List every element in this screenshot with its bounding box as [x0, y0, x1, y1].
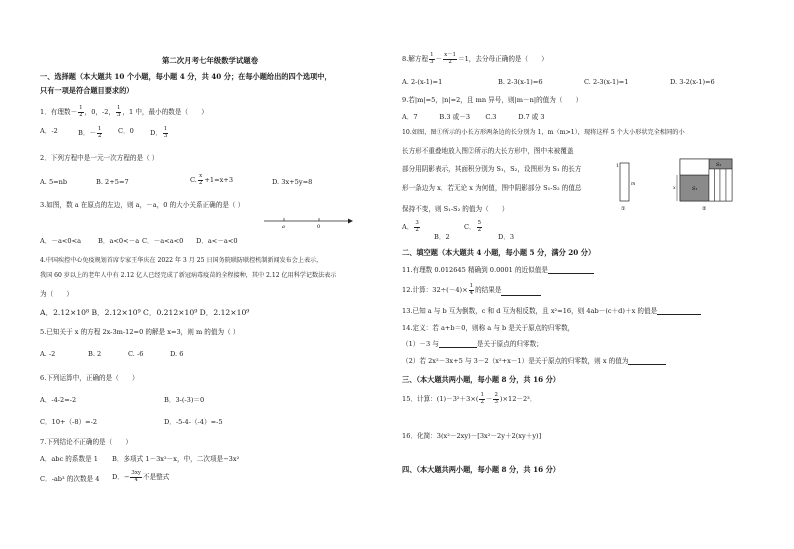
figure-label-m: m: [631, 182, 636, 187]
question-2-option-b: B. 2+5=7: [96, 178, 129, 186]
question-8-option-c: C. 2-3(x-1)=1: [584, 78, 629, 86]
question-1-option-c: C．0: [118, 127, 134, 135]
fraction: $\frac{1}{2}$: [79, 105, 83, 118]
question-2-option-c: C. $\frac{x}{2}$ +1=x+3: [190, 173, 234, 186]
question-12: 12.计算：32÷(－4)× $\frac{1}{4}$ 的结果是: [402, 284, 541, 296]
question-10-figure: [610, 153, 750, 213]
question-7-option-c: C．-ab³ 的次数是 4: [40, 475, 100, 483]
question-10-line-1: 10.如图，图①所示的小长方形两条边的长分别为 1，m（m>1），现将这样 5 个大小形状完全相同的小: [402, 129, 685, 136]
question-8-option-d: D. 3-2(x-1)=6: [670, 78, 715, 86]
question-7-option-b: B．多项式 1－3x²－x，中，二次项是−3x²: [112, 455, 240, 463]
fraction: $\frac{1}{3}$: [117, 105, 121, 118]
question-10-option-c: C． $\frac{5}{2}$: [464, 220, 482, 233]
question-1: 1．有理数－ $\frac{1}{2}$ ，0，-2， $\frac{1}{3}$ ，1 中，最小的数是（ ）: [40, 105, 208, 118]
figure-caption-2: ②: [702, 206, 707, 212]
figure-label-S2: S₂: [716, 162, 722, 168]
question-9: 9.若|m|=5，|n|=2，且 mn 异号，则|m－n|的值为（ ）: [402, 96, 583, 104]
question-5: 5.已知关于 x 的方程 2x-3m-12=0 的解是 x=3，则 m 的值为（ ）: [40, 328, 240, 336]
section-2-heading: 二、填空题（本大题共 4 小题，每小题 5 分，满分 20 分）: [402, 248, 596, 257]
number-line: [264, 213, 354, 229]
section-4-heading: 四、（本大题共两小题，每小题 8 分，共 16 分）: [402, 465, 560, 474]
question-10-line-3: 部分用阴影表示，其面积分别为 S₁，S₂，设图形为 S₁ 的长方: [402, 165, 582, 173]
question-10-option-a: A． $\frac{3}{2}$: [402, 220, 419, 233]
question-6-option-d: D．-5-4-（-4）=-5: [164, 418, 223, 426]
number-line-label-a: a: [282, 224, 285, 230]
figure-caption-1: ①: [621, 206, 626, 212]
question-9-options: A．7 B.3 或－3 C.3 D.7 或 3: [402, 113, 545, 121]
question-8-option-b: B. 2-3(x-1)=6: [498, 78, 543, 86]
question-7: 7.下列结论不正确的是（ ）: [40, 438, 133, 446]
question-2-option-d: D. 3x+5y=8: [272, 178, 313, 186]
question-10-line-5: 保持不变，则 S₁-S₂ 的值为（ ）: [402, 205, 509, 213]
figure-label-x: x: [673, 186, 676, 191]
question-4-line-1: 4.中国疾控中心免疫规划首席专家王华庆在 2022 年 3 月 25 日国务院联防联控机制新闻发布会上表示，: [40, 257, 323, 264]
question-4-options: A．2.12×10⁸ B．2.12×10⁹ C．0.212×10⁹ D．2.12×10⁹: [40, 308, 250, 317]
question-6: 6.下列运算中，正确的是（ ）: [40, 374, 139, 382]
question-4-line-3: 为（ ）: [40, 290, 73, 298]
question-1-option-b: B．－ $\frac{1}{2}$: [78, 126, 102, 139]
question-10-line-2: 长方形不重叠地放入图②所示的大长方形中，图中未被覆盖: [402, 147, 574, 155]
question-14-part-1: （1）－3 与 是关于原点的归零数；: [402, 340, 543, 348]
question-5-option-d: D. 6: [170, 350, 184, 358]
section-1-heading-cont: 只有一项是符合题目要求的）: [40, 86, 134, 95]
question-3-option-b: B．a<0<－a: [98, 237, 140, 245]
question-14-part-2: （2）若 2x²－3x+5 与 3－2（x²+x－1）是关于原点的归零数，则 x 的值为: [402, 357, 666, 365]
question-8-option-a: A. 2-(x-1)=1: [402, 78, 443, 86]
question-2: 2．下列方程中是一元一次方程的是（ ）: [40, 154, 159, 162]
figure-label-1: 1: [616, 164, 619, 169]
question-5-option-a: A. -2: [40, 350, 56, 358]
question-1-option-a: A．-2: [40, 127, 58, 135]
number-line-label-0: 0: [317, 224, 321, 230]
question-10-line-4: 形一条边为 x．若无论 x 为何值，图中阴影部分 S₁-S₂ 的值总: [402, 184, 582, 192]
question-6-option-a: A．-4-2=-2: [40, 396, 77, 404]
question-1-option-d: D． $\frac{1}{3}$: [150, 126, 168, 139]
question-15: 15．计算：(1)－3²＋3×( $\frac{1}{2}$ － $\frac{2}{3}$ )×12－2³．: [402, 392, 537, 405]
question-3: 3.如图，数 a 在原点的左边，则 a，－a，0 的大小关系正确的是（ ）: [40, 201, 245, 209]
question-5-option-c: C. -6: [128, 350, 144, 358]
section-3-heading: 三、（本大题共两小题，每小题 8 分，共 16 分）: [402, 375, 560, 384]
section-1-heading: 一、选择题（本大题共 10 个小题，每小题 4 分，共 40 分；在每小题给出的四个选项中，: [40, 72, 332, 81]
question-7-option-d: D．− $\frac{3xy}{4}$ 不是整式: [112, 470, 170, 483]
question-2-option-a: A. 5=nb: [40, 178, 68, 186]
question-14-line-1: 14.定义：若 a+b＝0，则称 a 与 b 是关于原点的归零数，: [402, 324, 575, 332]
question-6-option-b: B．3-(-3)＝0: [164, 396, 205, 404]
question-10-option-d: D．3: [498, 233, 515, 241]
page-title: 第二次月考七年级数学试题卷: [162, 56, 259, 65]
question-3-option-a: A．－a<0<a: [40, 237, 82, 245]
question-5-option-b: B. 2: [88, 350, 102, 358]
question-6-option-c: C．10+（-8）=-2: [40, 418, 98, 426]
question-11: 11.有理数 0.012645 精确到 0.0001 的近似值是: [402, 266, 594, 274]
question-3-option-c: C．－a<a<0: [142, 237, 184, 245]
question-8: 8.解方程 $\frac{1}{3}$ － $\frac{x-1}{2}$ ＝1，去分母正确的是（ ）: [402, 52, 548, 65]
question-16: 16．化简：3(x²－2xy)－[3x²－2y＋2(xy＋y)]: [402, 432, 542, 440]
question-10-option-b: B．2: [434, 233, 450, 241]
question-3-option-d: D．a<－a<0: [196, 237, 238, 245]
figure-label-S1: S₁: [692, 186, 698, 192]
question-13: 13.已知 a 与 b 互为倒数，c 和 d 互为相反数，且 x²=16，则 4ab－(c＋d)＋x 的值是: [402, 307, 701, 315]
question-4-line-2: 我国 60 岁以上的老年人中有 2.12 亿人已经完成了新冠病毒疫苗的全程接种，其中 2.12 亿用科学记数法表示: [40, 272, 337, 279]
question-7-option-a: A．abc 的系数是 1: [40, 455, 98, 463]
